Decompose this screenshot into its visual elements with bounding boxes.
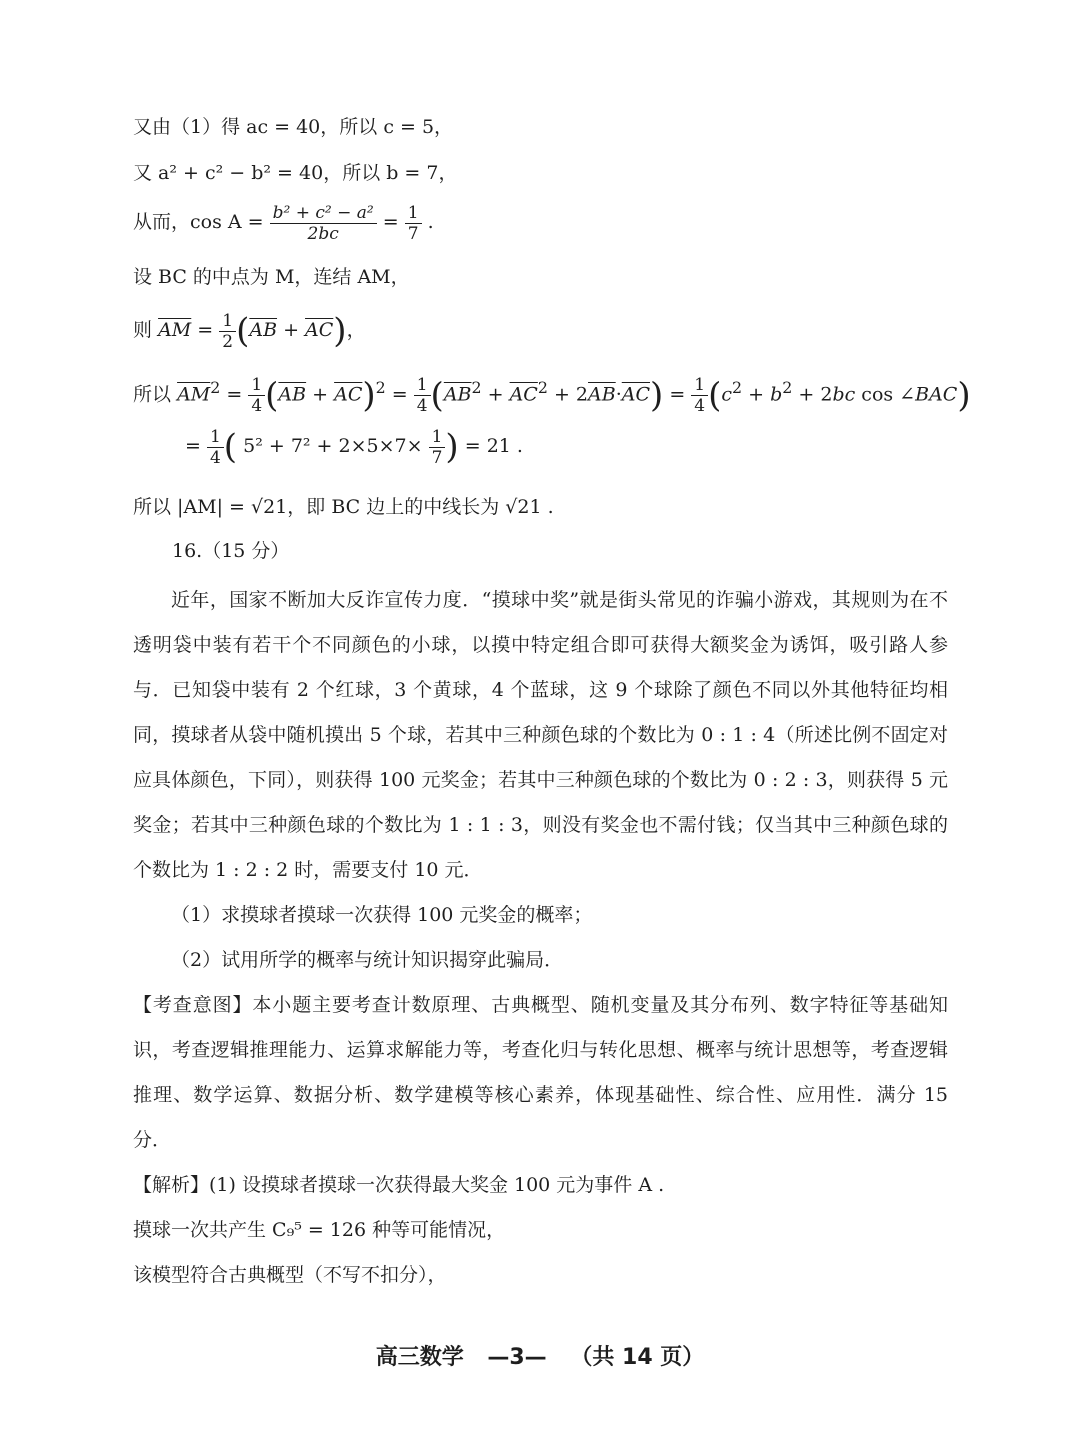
computation-values: 5² + 7² + 2×5×7×: [243, 435, 423, 457]
question-16-text: 近年，国家不断加大反诈宣传力度．“摸球中奖”就是街头常见的诈骗小游戏，其规则为在不透明袋中装有若干个不同颜色的小球，以摸中特定组合即可获得大额奖金为诱饵，吸引路人参与．已知袋中装有 2 个红球，3 个黄球，4 个蓝球，这 9 个球除了颜色不同以外其他特征均相同，摸球者从袋中随机摸出 5 个球，若其中三种颜色球的个数比为 0 : 1 : 4（所述比例不固定对应具体颜色，下同），则获得 100 元奖金；若其中三种颜色球的个数比为 0 : 2 : 3，则获得 5 元奖金；若其中三种颜色球的个数比为 1 : 1 : 3，则没有奖金也不需付钱；仅当其中三种颜色球的个数比为 1 : 2 : 2 时，需要支付 10 元．: [133, 589, 948, 881]
analysis-line-1: 【解析】(1) 设摸球者摸球一次获得最大奖金 100 元为事件 A .: [133, 1174, 665, 1196]
footer-subject: 高三数学: [375, 1345, 464, 1370]
so-label: 所以: [133, 383, 172, 406]
cos-a-fraction: [270, 203, 377, 244]
question-16-sub1: （1）求摸球者摸球一次获得 100 元奖金的概率；: [171, 904, 593, 926]
analysis-line-2: 摸球一次共产生 C₉⁵ = 126 种等可能情况，: [133, 1219, 506, 1241]
question-16-header: 16.（15 分）: [172, 540, 290, 562]
solution-line-8: 所以 |AM| = √21，即 BC 边上的中线长为 √21 .: [133, 496, 554, 518]
exam-intent: 【考查意图】本小题主要考查计数原理、古典概型、随机变量及其分布列、数字特征等基础知识，考查逻辑推理能力、运算求解能力等，考查化归与转化思想、概率与统计思想等，考查逻辑推理、数学运算、数据分析、数学建模等核心素养，体现基础性、综合性、应用性．满分 15 分．: [133, 994, 948, 1151]
footer-page-number: —3—: [487, 1345, 547, 1370]
question-16-body: [133, 578, 948, 1298]
cos-a-numerator: b² + c² − a²: [272, 202, 374, 223]
half-fraction: $\frac{1}{2}$: [219, 311, 236, 352]
page-footer: [0, 1340, 1080, 1371]
cos-a-denominator: 2bc: [270, 223, 377, 244]
footer-total-pages: （共 14 页）: [570, 1345, 705, 1370]
solution-line-6: 所以 $\overline{AM}^2$ = $\frac{1}{4}$ $(\overline{AB} + \overline{AC})^2$ = $\frac{1}{4}$ $(\overline{AB}^2 + \overline{AC}^2 + 2\overline{AB}\cdot\overline{AC})$ = $\frac{1}{4}$ ($c^2 + b^2 + 2bc$ cos ∠BAC): [133, 374, 971, 416]
cos-a-value: [405, 203, 422, 244]
solution-line-2: 又 a² + c² − b² = 40，所以 b = 7，: [133, 162, 458, 184]
cos-a-value-num: 1: [407, 202, 419, 223]
then-label: 则: [133, 319, 153, 341]
cos-a-value-den: 7: [405, 223, 422, 244]
solution-line-4: 设 BC 的中点为 M，连结 AM，: [133, 266, 410, 288]
solution-line-7: = $\frac{1}{4}$ ( 5² + 7² + 2×5×7× $\frac{1}{7}$ ) = 21 .: [185, 426, 523, 468]
vector-am: $\overline{AM}$: [158, 319, 192, 341]
computation-result: = 21 .: [464, 435, 523, 457]
cos-a-label: 从而，cos A =: [133, 211, 264, 233]
solution-line-1: 又由（1）得 ac = 40，所以 c = 5，: [133, 116, 454, 138]
solution-line-3: 从而，cos A = $\frac{\text{b² + c² − a²}}{2bc}$ = $\frac{1}{7}$ .: [133, 202, 434, 244]
solution-line-5: 则 $\overline{AM}$ = $\frac{1}{2}$ $(\overline{AB} + \overline{AC})$，: [133, 310, 366, 352]
question-16-sub2: （2）试用所学的概率与统计知识揭穿此骗局．: [171, 949, 564, 971]
analysis-line-3: 该模型符合古典概型（不写不扣分），: [133, 1264, 447, 1286]
